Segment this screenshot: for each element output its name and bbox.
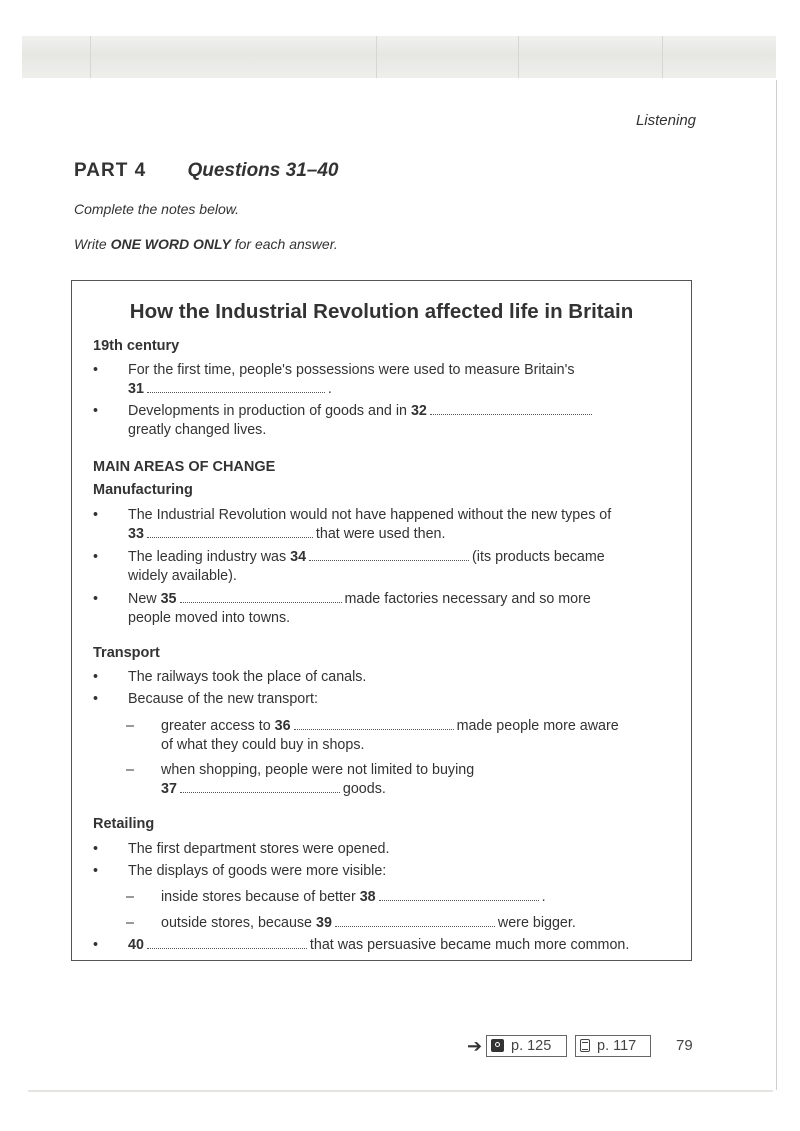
answer-gap-40[interactable] bbox=[147, 946, 307, 949]
arrow-right-icon: ➔ bbox=[467, 1036, 483, 1056]
main-areas-heading: MAIN AREAS OF CHANGE bbox=[93, 459, 276, 475]
answer-key-reference[interactable] bbox=[575, 1035, 651, 1057]
bullet-icon: • bbox=[93, 937, 99, 953]
item-text: widely available). bbox=[128, 568, 237, 584]
bullet-icon: • bbox=[93, 403, 99, 419]
item-text: greater access to bbox=[161, 718, 271, 734]
bullet-icon: • bbox=[93, 691, 99, 707]
notes-title: How the Industrial Revolution affected life in Britain bbox=[129, 300, 634, 323]
question-number: 36 bbox=[274, 718, 291, 734]
item-text: that was persuasive became much more common. bbox=[309, 937, 630, 953]
question-number: 40 bbox=[128, 937, 144, 953]
answer-gap-36[interactable] bbox=[294, 727, 454, 730]
item-text: made factories necessary and so more bbox=[344, 591, 591, 607]
answer-gap-33[interactable] bbox=[147, 535, 313, 538]
item-text: made people more aware bbox=[456, 718, 619, 734]
part-heading bbox=[74, 160, 338, 182]
instruction-word-limit bbox=[74, 236, 338, 252]
dash-icon: – bbox=[126, 762, 134, 778]
answer-key-icon bbox=[580, 1039, 590, 1052]
answer-gap-39[interactable] bbox=[335, 924, 495, 927]
instruction-emphasis: ONE WORD ONLY bbox=[110, 236, 231, 252]
bullet-icon: • bbox=[93, 863, 99, 879]
item-text: Because of the new transport: bbox=[128, 691, 318, 707]
question-number: 32 bbox=[410, 403, 427, 419]
dash-icon: – bbox=[126, 718, 134, 734]
item-text: The Industrial Revolution would not have happened without the new types of bbox=[128, 507, 612, 523]
transport-heading: Transport bbox=[93, 645, 160, 661]
answer-gap-34[interactable] bbox=[309, 558, 469, 561]
scan-edge bbox=[776, 80, 777, 1090]
section-label: Listening bbox=[635, 112, 696, 129]
scan-header-strip bbox=[22, 36, 776, 78]
item-text: that were used then. bbox=[315, 526, 446, 542]
answer-gap-32[interactable] bbox=[430, 412, 592, 415]
bullet-icon: • bbox=[93, 591, 99, 607]
part-questions: Questions 31–40 bbox=[187, 160, 339, 181]
bullet-icon: • bbox=[93, 549, 99, 565]
dash-icon: – bbox=[126, 915, 134, 931]
bullet-icon: • bbox=[93, 669, 99, 685]
item-text: The first department stores were opened. bbox=[128, 841, 390, 857]
ref-label: p. 125 bbox=[511, 1038, 552, 1054]
answer-gap-38[interactable] bbox=[379, 898, 539, 901]
item-text: greatly changed lives. bbox=[128, 422, 267, 438]
manufacturing-heading: Manufacturing bbox=[93, 482, 193, 498]
item-text: were bigger. bbox=[497, 915, 576, 931]
item-text: For the first time, people's possessions were used to measure Britain's bbox=[128, 362, 575, 378]
answer-gap-31[interactable] bbox=[147, 390, 325, 393]
question-number: 34 bbox=[290, 549, 307, 565]
item-text: outside stores, because bbox=[161, 915, 313, 931]
dash-icon: – bbox=[126, 889, 134, 905]
bullet-icon: • bbox=[93, 507, 99, 523]
part-label: PART 4 bbox=[74, 160, 147, 181]
answer-gap-37[interactable] bbox=[180, 790, 340, 793]
scan-edge bbox=[28, 1090, 773, 1092]
retailing-heading: Retailing bbox=[93, 816, 155, 832]
item-text: when shopping, people were not limited to buying bbox=[161, 762, 475, 778]
answer-gap-35[interactable] bbox=[180, 600, 342, 603]
item-text: . bbox=[541, 889, 546, 905]
notes-box bbox=[71, 280, 692, 961]
instruction-text: Write bbox=[74, 236, 111, 252]
question-number: 33 bbox=[128, 526, 144, 542]
question-number: 35 bbox=[160, 591, 177, 607]
item-text: New bbox=[128, 591, 157, 607]
question-number: 37 bbox=[161, 781, 177, 797]
item-text: people moved into towns. bbox=[128, 610, 291, 626]
scan-divider bbox=[376, 36, 377, 78]
scan-divider bbox=[518, 36, 519, 78]
scan-divider bbox=[662, 36, 663, 78]
instruction-complete: Complete the notes below. bbox=[74, 201, 239, 217]
item-text: Developments in production of goods and in bbox=[128, 403, 407, 419]
question-number: 39 bbox=[316, 915, 332, 931]
instruction-text: for each answer. bbox=[230, 236, 338, 252]
item-text: The leading industry was bbox=[128, 549, 287, 565]
question-number: 31 bbox=[128, 381, 144, 397]
bullet-icon: • bbox=[93, 362, 99, 378]
item-text: inside stores because of better bbox=[161, 889, 356, 905]
item-text: The railways took the place of canals. bbox=[128, 669, 367, 685]
item-text: The displays of goods were more visible: bbox=[128, 863, 387, 879]
question-number: 38 bbox=[359, 889, 376, 905]
ref-label: p. 117 bbox=[597, 1038, 637, 1054]
item-text: (its products became bbox=[472, 549, 605, 565]
item-text: goods. bbox=[342, 781, 386, 797]
audio-script-icon bbox=[491, 1039, 504, 1052]
audio-script-reference[interactable] bbox=[486, 1035, 567, 1057]
bullet-icon: • bbox=[93, 841, 99, 857]
scan-divider bbox=[90, 36, 91, 78]
century-heading: 19th century bbox=[93, 338, 180, 354]
item-text: . bbox=[327, 381, 332, 397]
item-text: of what they could buy in shops. bbox=[161, 737, 365, 753]
page-number: 79 bbox=[676, 1037, 693, 1054]
